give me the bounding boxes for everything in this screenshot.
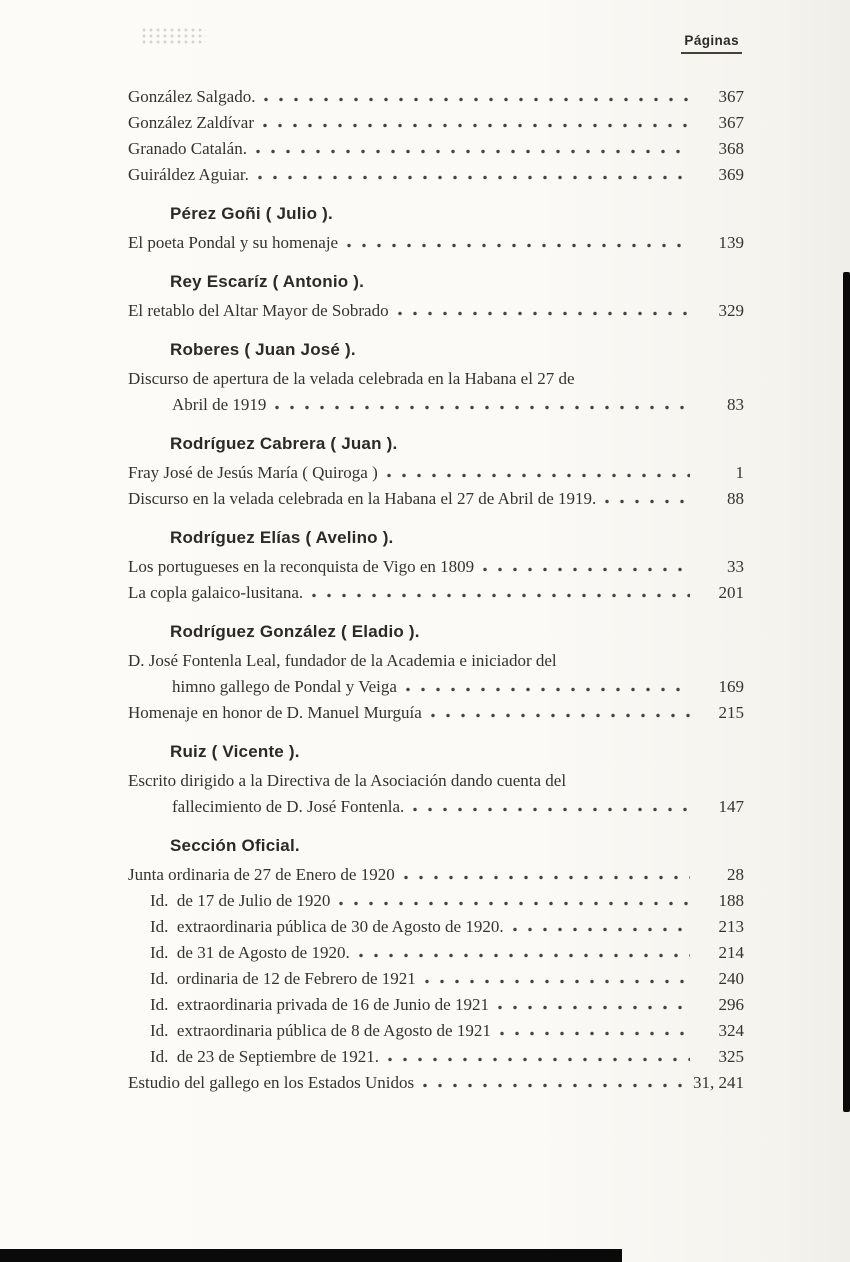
toc-entry [128,110,744,136]
entry-page-number: 368 [718,139,744,158]
section-heading: Ruiz ( Vicente ). [170,742,300,761]
entry-title: Guiráldez Aguiar. [128,165,249,184]
toc-entry [128,700,744,726]
dot-leader [388,1057,690,1062]
entry-title: Homenaje en honor de D. Manuel Murguía [128,703,422,722]
dot-leader [423,1083,685,1088]
dot-leader [500,1031,690,1036]
dot-leader [256,149,690,154]
toc-entry [128,966,744,992]
toc-entry [128,580,744,606]
entry-page-number: 369 [718,165,744,184]
entry-title: Id. de 23 de Septiembre de 1921. [150,1047,379,1066]
toc-entry [128,992,744,1018]
entry-title: El retablo del Altar Mayor de Sobrado [128,301,389,320]
toc-entry [128,554,744,580]
entry-page-number: 367 [718,113,744,132]
paginas-label: Páginas [681,33,742,54]
section-heading: Rey Escaríz ( Antonio ). [170,272,365,291]
section-heading: Rodríguez Cabrera ( Juan ). [170,434,398,453]
entry-title: Id. ordinaria de 12 de Febrero de 1921 [150,969,416,988]
entry-page-number: 214 [718,943,744,962]
entry-page-number: 325 [718,1047,744,1066]
toc-entry [128,162,744,188]
entry-page-number: 28 [727,865,744,884]
entry-page-number: 169 [718,677,744,696]
entry-title: Id. extraordinaria pública de 8 de Agosto de 1921 [150,1021,491,1040]
dot-leader [404,875,690,880]
dot-leader [605,499,690,504]
section-heading: Rodríguez González ( Eladio ). [170,622,420,641]
section-heading: Pérez Goñi ( Julio ). [170,204,333,223]
entry-title: Estudio del gallego en los Estados Unidos [128,1073,415,1092]
toc-section [128,528,744,606]
entry-title: Fray José de Jesús María ( Quiroga ) [128,463,378,482]
dot-leader [413,807,690,812]
page-header [128,32,742,54]
toc-section [128,742,744,820]
entry-title: Los portugueses en la reconquista de Vigo en 1809 [128,557,475,576]
toc-section [128,622,744,726]
entry-page-number: 240 [718,969,744,988]
toc-section [128,272,744,324]
entry-line2: fallecimiento de D. José Fontenla. [172,797,405,816]
toc-entry [128,1018,744,1044]
entry-page-number: 367 [718,87,744,106]
entry-page-number: 201 [718,583,744,602]
entry-title: Granado Catalán. [128,139,247,158]
section-heading: Roberes ( Juan José ). [170,340,356,359]
entry-title: González Salgado. [128,87,256,106]
entry-page-number: 329 [718,301,744,320]
entry-title: El poeta Pondal y su homenaje [128,233,339,252]
dot-leader [258,175,690,180]
dot-leader [339,901,690,906]
dot-leader [387,473,690,478]
dot-leader [498,1005,690,1010]
scan-artifact-right-edge [843,272,850,1112]
entry-page-number: 83 [727,395,744,414]
dot-leader [431,713,690,718]
entry-page-number: 296 [718,995,744,1014]
entry-page-number: 147 [718,797,744,816]
toc-entry [128,648,744,700]
dot-leader [406,687,690,692]
toc-entry [128,460,744,486]
entry-page-number: 1 [735,463,744,482]
entry-line1: Escrito dirigido a la Directiva de la Asociación dando cuenta del [128,771,567,790]
entry-title: Discurso en la velada celebrada en la Habana el 27 de Abril de 1919. [128,489,597,508]
toc-entry [128,136,744,162]
toc-entry [128,862,744,888]
toc-entry [128,1044,744,1070]
toc-section [128,204,744,256]
dot-leader [425,979,690,984]
toc-entry [128,1070,744,1096]
entry-page-number: 88 [727,489,744,508]
toc-section [128,340,744,418]
entry-line2: Abril de 1919 [172,395,267,414]
entry-line2: himno gallego de Pondal y Veiga [172,677,397,696]
dot-leader [263,123,690,128]
entry-title: Id. de 31 de Agosto de 1920. [150,943,350,962]
toc-entry [128,84,744,110]
entry-title: La copla galaico-lusitana. [128,583,304,602]
dot-leader [275,405,690,410]
dot-leader [483,567,690,572]
entry-page-number: 215 [718,703,744,722]
entry-line1: D. José Fontenla Leal, fundador de la Academia e iniciador del [128,651,557,670]
dot-leader [312,593,690,598]
toc-entry [128,888,744,914]
entry-title: Id. extraordinaria privada de 16 de Junio de 1921 [150,995,489,1014]
entry-title: Id. de 17 de Julio de 1920 [150,891,331,910]
toc-entry [128,768,744,820]
toc-entry [128,914,744,940]
section-heading: Sección Oficial. [170,836,300,855]
entry-page-number: 213 [718,917,744,936]
entry-page-number: 31, 241 [693,1073,744,1092]
toc-entry [128,298,744,324]
entry-title: Id. extraordinaria pública de 30 de Agosto de 1920. [150,917,504,936]
scan-artifact-bottom-edge [0,1249,622,1262]
entry-title: González Zaldívar [128,113,255,132]
entry-page-number: 188 [718,891,744,910]
table-of-contents [128,84,744,1096]
section-heading: Rodríguez Elías ( Avelino ). [170,528,394,547]
dot-leader [359,953,690,958]
toc-section [128,836,744,1096]
entry-page-number: 324 [718,1021,744,1040]
dot-leader [513,927,690,932]
toc-entry [128,486,744,512]
dot-leader [264,97,690,102]
toc-section [128,84,744,188]
entry-line1: Discurso de apertura de la velada celebrada en la Habana el 27 de [128,369,575,388]
entry-page-number: 139 [718,233,744,252]
toc-section [128,434,744,512]
toc-entry [128,366,744,418]
dot-leader [398,311,690,316]
dot-leader [347,243,690,248]
toc-entry [128,230,744,256]
entry-title: Junta ordinaria de 27 de Enero de 1920 [128,865,395,884]
toc-entry [128,940,744,966]
entry-page-number: 33 [727,557,744,576]
